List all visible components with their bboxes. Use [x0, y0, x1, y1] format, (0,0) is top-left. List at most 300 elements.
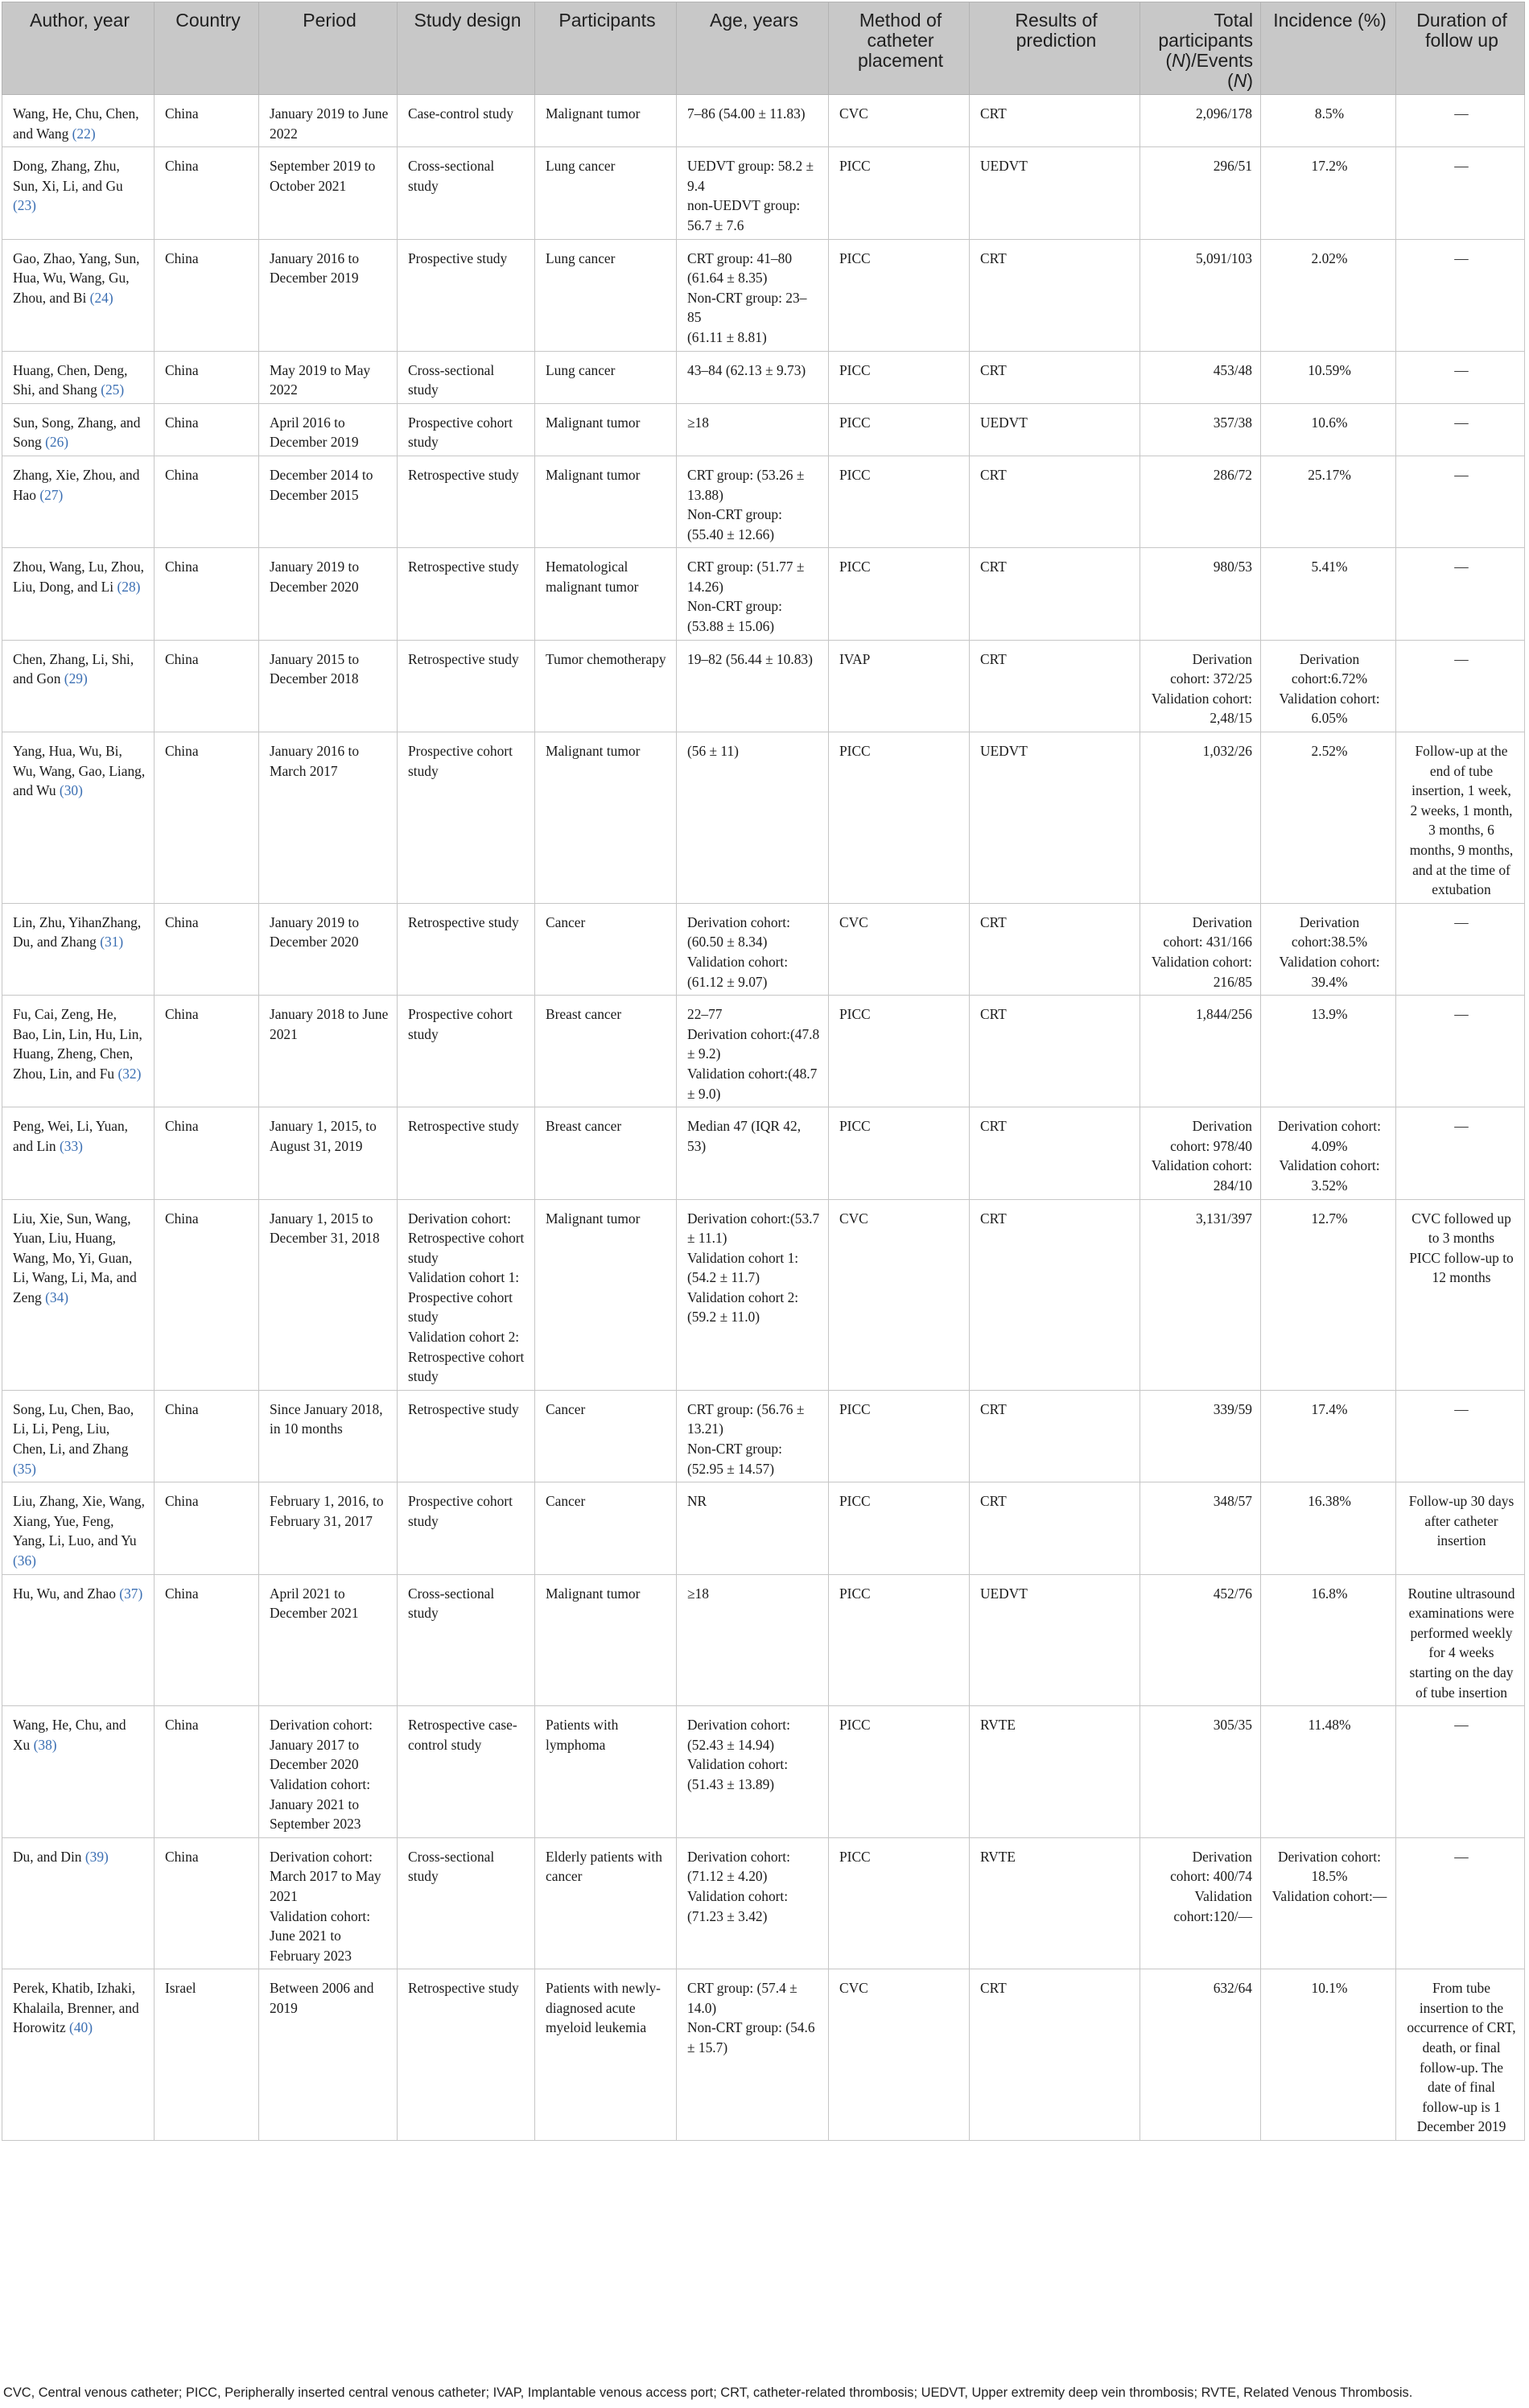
cell-period-line: September 2019 to October 2021 — [270, 158, 376, 194]
cell-participants-line: Lung cancer — [546, 158, 616, 175]
cell-follow-up-line: Follow-up at the end of tube insertion, 1 week, 2 weeks, 1 month, 3 months, 6 months, 9 months, and at the time of extubation — [1409, 743, 1514, 898]
cell-country — [155, 640, 259, 732]
cell-follow-up-line: — — [1454, 650, 1469, 667]
cell-period-line: Derivation cohort: March 2017 to May 2021 — [270, 1848, 381, 1904]
cell-method — [829, 1574, 970, 1706]
reference-link[interactable]: (35) — [13, 1460, 36, 1477]
table-row — [2, 456, 1525, 547]
cell-participants-line: Malignant tumor — [546, 1585, 641, 1602]
cell-age-line: 43–84 (62.13 ± 9.73) — [687, 361, 806, 378]
cell-method — [829, 903, 970, 995]
cell-participants-line: Malignant tumor — [546, 1210, 641, 1227]
cell-follow-up — [1396, 903, 1525, 995]
cell-follow-up-line: — — [1454, 1118, 1469, 1135]
cell-period-line: Validation cohort: January 2021 to September 2023 — [270, 1775, 371, 1833]
cell-method — [829, 1390, 970, 1482]
table-row — [2, 239, 1525, 351]
cell-method-line: PICC — [839, 1585, 871, 1602]
cell-period — [259, 732, 398, 904]
cell-country — [155, 1199, 259, 1390]
cell-study-design-line: Retrospective case-control study — [408, 1717, 517, 1753]
cell-age-line: Non-CRT group: (55.40 ± 12.66) — [687, 506, 782, 542]
cell-method-line: PICC — [839, 249, 871, 266]
cell-total-events-line: Validation cohort:120/— — [1173, 1887, 1252, 1924]
cell-total-events-line: 357/38 — [1213, 414, 1252, 431]
author-names: Song, Lu, Chen, Bao, Li, Li, Peng, Liu, Chen, Li, and Zhang — [13, 1400, 134, 1458]
cell-participants — [535, 1574, 677, 1706]
cell-period-line: April 2016 to December 2019 — [270, 414, 359, 451]
cell-participants — [535, 95, 677, 147]
cell-author — [2, 351, 155, 403]
cell-total-events-line: 453/48 — [1213, 361, 1252, 378]
cell-study-design-line: Retrospective study — [408, 650, 519, 667]
cell-result-line: CRT — [980, 249, 1007, 266]
cell-age-line: CRT group: (51.77 ± 14.26) — [687, 559, 805, 595]
cell-follow-up — [1396, 1107, 1525, 1199]
cell-follow-up — [1396, 1706, 1525, 1838]
cell-incidence — [1261, 456, 1396, 547]
cell-period — [259, 1390, 398, 1482]
cell-author — [2, 1390, 155, 1482]
author-names: Sun, Song, Zhang, and Song — [13, 414, 141, 451]
cell-result-line: CRT — [980, 361, 1007, 378]
cell-total-events-line: 305/35 — [1213, 1717, 1252, 1734]
cell-study-design — [398, 1390, 535, 1482]
cell-participants-line: Cancer — [546, 913, 586, 930]
author-names: Hu, Wu, and Zhao — [13, 1585, 116, 1602]
cell-follow-up-line: — — [1454, 249, 1469, 266]
cell-participants — [535, 456, 677, 547]
cell-period-line: Derivation cohort: January 2017 to December 2020 — [270, 1717, 373, 1773]
cell-follow-up — [1396, 351, 1525, 403]
cell-author — [2, 456, 155, 547]
cell-author — [2, 1482, 155, 1574]
cell-participants-line: Patients with lymphoma — [546, 1717, 619, 1753]
cell-study-design — [398, 1199, 535, 1390]
cell-participants-line: Lung cancer — [546, 361, 616, 378]
cell-follow-up-line: — — [1454, 414, 1469, 431]
cell-age-line: Validation cohort:(48.7 ± 9.0) — [687, 1065, 818, 1102]
cell-participants-line: Breast cancer — [546, 1006, 622, 1023]
cell-age — [677, 1482, 829, 1574]
reference-link[interactable]: (30) — [59, 782, 83, 799]
cell-incidence — [1261, 732, 1396, 904]
cell-country — [155, 1482, 259, 1574]
cell-total-events — [1140, 456, 1261, 547]
cell-country-line: China — [165, 361, 199, 378]
cell-study-design-line: Prospective study — [408, 249, 508, 266]
cell-author — [2, 1706, 155, 1838]
cell-age-line: Non-CRT group: 23–85 — [687, 289, 807, 326]
cell-author — [2, 1574, 155, 1706]
cell-country-line: Israel — [165, 1980, 196, 1997]
reference-link[interactable]: (26) — [45, 434, 69, 451]
cell-country — [155, 456, 259, 547]
table-footnote: CVC, Central venous catheter; PICC, Peripherally inserted central venous catheter; IVAP, Implantable venous access port; CRT, catheter-related thrombosis; UEDVT, Upper extremity deep vein thrombosis; RVTE, Related Venous Thrombosis. — [3, 2385, 1413, 2400]
header-results: Results of prediction — [970, 2, 1140, 95]
cell-method-line: PICC — [839, 1118, 871, 1135]
cell-author — [2, 239, 155, 351]
author-names: Du, and Din — [13, 1848, 82, 1865]
table-row — [2, 1390, 1525, 1482]
cell-country — [155, 147, 259, 239]
cell-result — [970, 147, 1140, 239]
cell-incidence — [1261, 1706, 1396, 1838]
cell-age-line: 22–77 — [687, 1006, 723, 1023]
cell-method — [829, 147, 970, 239]
cell-method — [829, 640, 970, 732]
cell-incidence-line: Validation cohort: 3.52% — [1279, 1157, 1380, 1194]
cell-result — [970, 903, 1140, 995]
cell-period — [259, 903, 398, 995]
cell-follow-up — [1396, 732, 1525, 904]
reference-link[interactable]: (34) — [45, 1289, 69, 1305]
cell-study-design-line: Prospective cohort study — [408, 1493, 513, 1529]
reference-link[interactable]: (32) — [117, 1065, 142, 1082]
cell-follow-up-line: PICC follow-up to 12 months — [1409, 1249, 1514, 1286]
table-row — [2, 1107, 1525, 1199]
cell-result — [970, 1390, 1140, 1482]
cell-total-events-line: 980/53 — [1213, 559, 1252, 575]
cell-study-design — [398, 456, 535, 547]
reference-link[interactable]: (23) — [13, 197, 36, 214]
cell-country — [155, 1574, 259, 1706]
cell-incidence-line: 25.17% — [1308, 466, 1351, 483]
cell-follow-up-line: — — [1454, 466, 1469, 483]
cell-study-design-line: Cross-sectional study — [408, 1585, 495, 1622]
table-row — [2, 1706, 1525, 1838]
cell-result — [970, 239, 1140, 351]
cell-author — [2, 903, 155, 995]
cell-study-design-line: Retrospective study — [408, 913, 519, 930]
cell-total-events — [1140, 351, 1261, 403]
table-row — [2, 1969, 1525, 2141]
cell-participants — [535, 996, 677, 1107]
cell-incidence-line: 11.48% — [1308, 1717, 1351, 1734]
cell-participants-line: Hematological malignant tumor — [546, 559, 639, 595]
cell-result — [970, 732, 1140, 904]
cell-period-line: Since January 2018, in 10 months — [270, 1400, 383, 1437]
cell-author — [2, 640, 155, 732]
cell-age — [677, 732, 829, 904]
cell-period — [259, 1574, 398, 1706]
cell-author — [2, 548, 155, 640]
cell-study-design — [398, 548, 535, 640]
cell-participants — [535, 1482, 677, 1574]
cell-participants — [535, 1837, 677, 1969]
cell-incidence-line: 10.6% — [1311, 414, 1348, 431]
cell-total-events-line: 3,131/397 — [1195, 1210, 1252, 1227]
cell-age — [677, 456, 829, 547]
cell-age-line: Derivation cohort:(60.50 ± 8.34) — [687, 913, 790, 950]
cell-participants — [535, 1107, 677, 1199]
cell-incidence-line: 12.7% — [1311, 1210, 1348, 1227]
reference-link[interactable]: (38) — [33, 1736, 57, 1753]
cell-age-line: UEDVT group: 58.2 ± 9.4 — [687, 158, 814, 194]
cell-total-events-line: 5,091/103 — [1195, 249, 1252, 266]
cell-period-line: January 2019 to December 2020 — [270, 913, 360, 950]
cell-incidence — [1261, 996, 1396, 1107]
cell-incidence — [1261, 640, 1396, 732]
cell-follow-up — [1396, 95, 1525, 147]
cell-age-line: Derivation cohort:(53.7 ± 11.1) — [687, 1210, 820, 1247]
cell-method — [829, 1107, 970, 1199]
reference-link[interactable]: (31) — [100, 934, 124, 950]
cell-result-line: CRT — [980, 913, 1007, 930]
cell-country-line: China — [165, 1210, 199, 1227]
cell-result — [970, 1107, 1140, 1199]
cell-period — [259, 1199, 398, 1390]
reference-link[interactable]: (37) — [119, 1585, 143, 1602]
cell-total-events — [1140, 147, 1261, 239]
table-row — [2, 1837, 1525, 1969]
cell-age-line: (56 ± 11) — [687, 743, 739, 760]
cell-result-line: UEDVT — [980, 743, 1028, 760]
cell-participants-line: Patients with newly-diagnosed acute myeloid leukemia — [546, 1980, 661, 2036]
cell-age — [677, 95, 829, 147]
cell-period — [259, 95, 398, 147]
cell-method — [829, 1837, 970, 1969]
cell-study-design-line: Cross-sectional study — [408, 158, 495, 194]
cell-total-events-line: Derivation cohort: 400/74 — [1170, 1848, 1252, 1885]
cell-follow-up — [1396, 1574, 1525, 1706]
cell-follow-up — [1396, 640, 1525, 732]
cell-incidence — [1261, 1107, 1396, 1199]
cell-period-line: Between 2006 and 2019 — [270, 1980, 374, 2016]
cell-follow-up-line: — — [1454, 913, 1469, 930]
cell-result — [970, 351, 1140, 403]
header-study-design: Study design — [398, 2, 535, 95]
cell-age — [677, 403, 829, 456]
cell-incidence — [1261, 95, 1396, 147]
cell-age-line: Validation cohort:(71.23 ± 3.42) — [687, 1887, 789, 1924]
cell-total-events — [1140, 1837, 1261, 1969]
header-period: Period — [259, 2, 398, 95]
cell-period-line: January 2016 to December 2019 — [270, 249, 360, 287]
cell-incidence-line: 16.8% — [1311, 1585, 1348, 1602]
reference-link[interactable]: (33) — [59, 1137, 83, 1154]
cell-country — [155, 351, 259, 403]
cell-total-events — [1140, 95, 1261, 147]
cell-study-design-line: Cross-sectional study — [408, 361, 495, 398]
cell-study-design — [398, 147, 535, 239]
cell-total-events — [1140, 1574, 1261, 1706]
cell-age-line: Validation cohort 1:(54.2 ± 11.7) — [687, 1249, 799, 1286]
cell-period — [259, 456, 398, 547]
table-row — [2, 903, 1525, 995]
cell-result — [970, 1199, 1140, 1390]
cell-incidence-line: 13.9% — [1311, 1006, 1348, 1023]
cell-age-line: Validation cohort:(51.43 ± 13.89) — [687, 1756, 789, 1792]
cell-incidence — [1261, 903, 1396, 995]
cell-participants — [535, 732, 677, 904]
cell-study-design-line: Retrospective study — [408, 1118, 519, 1135]
cell-result-line: UEDVT — [980, 414, 1028, 431]
table-row — [2, 732, 1525, 904]
cell-country-line: China — [165, 1848, 199, 1865]
author-names: Perek, Khatib, Izhaki, Khalaila, Brenner, and Horowitz — [13, 1980, 139, 2036]
cell-total-events-line: 452/76 — [1213, 1585, 1252, 1602]
cell-follow-up — [1396, 996, 1525, 1107]
cell-country-line: China — [165, 913, 199, 930]
cell-follow-up-line: From tube insertion to the occurrence of CRT, death, or final follow-up. The date of final follow-up is 1 December 2019 — [1407, 1980, 1516, 2135]
cell-age-line: 19–82 (56.44 ± 10.83) — [687, 650, 813, 667]
reference-link[interactable]: (36) — [13, 1552, 36, 1569]
cell-method — [829, 456, 970, 547]
cell-total-events-line: 1,844/256 — [1195, 1006, 1252, 1023]
cell-study-design — [398, 239, 535, 351]
cell-incidence — [1261, 147, 1396, 239]
cell-study-design — [398, 1482, 535, 1574]
header-follow-up: Duration of follow up — [1396, 2, 1525, 95]
header-author-year: Author, year — [2, 2, 155, 95]
cell-age-line: Non-CRT group: (54.6 ± 15.7) — [687, 2019, 815, 2056]
cell-incidence-line: Validation cohort: 39.4% — [1279, 953, 1380, 990]
cell-incidence — [1261, 403, 1396, 456]
cell-period-line: January 2016 to March 2017 — [270, 743, 360, 779]
cell-total-events — [1140, 1390, 1261, 1482]
reference-link[interactable]: (29) — [64, 670, 88, 687]
reference-link[interactable]: (24) — [89, 289, 113, 306]
cell-follow-up-line: — — [1454, 1006, 1469, 1023]
reference-link[interactable]: (40) — [69, 2019, 93, 2036]
cell-country-line: China — [165, 1006, 199, 1023]
cell-result-line: CRT — [980, 1493, 1007, 1510]
cell-age — [677, 996, 829, 1107]
cell-age-line: CRT group: (57.4 ± 14.0) — [687, 1980, 797, 2016]
author-names: Wang, He, Chu, Chen, and Wang — [13, 105, 139, 142]
cell-incidence — [1261, 351, 1396, 403]
cell-participants-line: Tumor chemotherapy — [546, 650, 666, 667]
cell-method — [829, 1482, 970, 1574]
cell-incidence-line: 16.38% — [1308, 1493, 1351, 1510]
cell-country — [155, 548, 259, 640]
reference-link[interactable]: (25) — [101, 381, 125, 398]
cell-follow-up-line: — — [1454, 1400, 1469, 1417]
cell-period-line: January 2015 to December 2018 — [270, 650, 360, 687]
cell-participants — [535, 1969, 677, 2141]
cell-study-design — [398, 640, 535, 732]
cell-period — [259, 1107, 398, 1199]
cell-method-line: CVC — [839, 913, 868, 930]
cell-age-line: ≥18 — [687, 414, 709, 431]
cell-study-design-line: Prospective cohort study — [408, 414, 513, 451]
reference-link[interactable]: (39) — [84, 1848, 109, 1865]
header-method: Method of catheter placement — [829, 2, 970, 95]
author-names: Zhang, Xie, Zhou, and Hao — [13, 466, 140, 503]
cell-follow-up — [1396, 1969, 1525, 2141]
cell-period-line: January 2019 to December 2020 — [270, 559, 360, 595]
cell-age — [677, 147, 829, 239]
cell-country-line: China — [165, 559, 199, 575]
cell-age — [677, 903, 829, 995]
cell-age-line: 7–86 (54.00 ± 11.83) — [687, 105, 806, 122]
cell-study-design-line: Validation cohort 2: Retrospective cohort study — [408, 1329, 525, 1385]
cell-result-line: CRT — [980, 1006, 1007, 1023]
cell-total-events-line: 348/57 — [1213, 1493, 1252, 1510]
cell-country — [155, 1706, 259, 1838]
cell-participants — [535, 640, 677, 732]
cell-period-line: Validation cohort: June 2021 to February 2023 — [270, 1907, 371, 1964]
table-row — [2, 996, 1525, 1107]
cell-country — [155, 239, 259, 351]
cell-study-design — [398, 1969, 535, 2141]
cell-period-line: May 2019 to May 2022 — [270, 361, 371, 398]
cell-age-line: (61.11 ± 8.81) — [687, 328, 767, 345]
cell-method — [829, 1199, 970, 1390]
cell-method — [829, 239, 970, 351]
cell-period-line: January 2018 to June 2021 — [270, 1006, 389, 1042]
cell-result-line: UEDVT — [980, 158, 1028, 175]
cell-result — [970, 1706, 1140, 1838]
cell-incidence-line: Derivation cohort:6.72% — [1291, 650, 1368, 687]
cell-follow-up — [1396, 456, 1525, 547]
cell-result-line: UEDVT — [980, 1585, 1028, 1602]
cell-period-line: December 2014 to December 2015 — [270, 466, 373, 503]
cell-period — [259, 996, 398, 1107]
cell-age-line: CRT group: (53.26 ± 13.88) — [687, 466, 805, 503]
table-row — [2, 1199, 1525, 1390]
reference-link[interactable]: (27) — [39, 486, 64, 503]
cell-participants-line: Malignant tumor — [546, 414, 641, 431]
cell-follow-up — [1396, 548, 1525, 640]
cell-study-design — [398, 1837, 535, 1969]
cell-age-line: Validation cohort:(61.12 ± 9.07) — [687, 953, 789, 990]
cell-age-line: Median 47 (IQR 42, 53) — [687, 1118, 802, 1154]
cell-result — [970, 1837, 1140, 1969]
cell-study-design-line: Derivation cohort: Retrospective cohort study — [408, 1210, 525, 1266]
cell-country — [155, 1107, 259, 1199]
author-names: Liu, Xie, Sun, Wang, Yuan, Liu, Huang, Wang, Mo, Yi, Guan, Li, Wang, Li, Ma, and Zeng — [13, 1210, 137, 1305]
cell-result-line: CRT — [980, 1980, 1007, 1997]
cell-period-line: January 1, 2015, to August 31, 2019 — [270, 1118, 377, 1154]
cell-follow-up-line: Routine ultrasound examinations were performed weekly for 4 weeks starting on the day of tube insertion — [1407, 1585, 1515, 1701]
cell-country — [155, 1837, 259, 1969]
cell-incidence-line: 2.52% — [1311, 743, 1348, 760]
header-incidence: Incidence (%) — [1261, 2, 1396, 95]
cell-follow-up — [1396, 1837, 1525, 1969]
cell-result — [970, 996, 1140, 1107]
cell-study-design — [398, 403, 535, 456]
cell-total-events — [1140, 732, 1261, 904]
cell-result — [970, 640, 1140, 732]
cell-incidence — [1261, 1390, 1396, 1482]
cell-participants — [535, 403, 677, 456]
cell-incidence-line: Validation cohort: 6.05% — [1279, 690, 1380, 727]
reference-link[interactable]: (28) — [117, 578, 141, 595]
cell-result-line: CRT — [980, 1400, 1007, 1417]
cell-age-line: Validation cohort 2:(59.2 ± 11.0) — [687, 1289, 799, 1326]
cell-total-events-line: 296/51 — [1213, 158, 1252, 175]
cell-method — [829, 403, 970, 456]
cell-age-line: Derivation cohort:(47.8 ± 9.2) — [687, 1025, 820, 1062]
cell-period — [259, 1837, 398, 1969]
author-names: Gao, Zhao, Yang, Sun, Hua, Wu, Wang, Gu, Zhou, and Bi — [13, 249, 140, 306]
author-names: Fu, Cai, Zeng, He, Bao, Lin, Lin, Hu, Lin, Huang, Zheng, Chen, Zhou, Lin, and Fu — [13, 1006, 142, 1082]
reference-link[interactable]: (22) — [72, 125, 96, 142]
cell-result — [970, 1574, 1140, 1706]
cell-total-events — [1140, 1199, 1261, 1390]
cell-age — [677, 1837, 829, 1969]
cell-author — [2, 1199, 155, 1390]
table-row — [2, 95, 1525, 147]
cell-result — [970, 456, 1140, 547]
cell-age — [677, 1574, 829, 1706]
cell-method-line: CVC — [839, 1210, 868, 1227]
cell-result — [970, 1969, 1140, 2141]
cell-age-line: Derivation cohort:(52.43 ± 14.94) — [687, 1717, 790, 1753]
cell-participants-line: Lung cancer — [546, 249, 616, 266]
